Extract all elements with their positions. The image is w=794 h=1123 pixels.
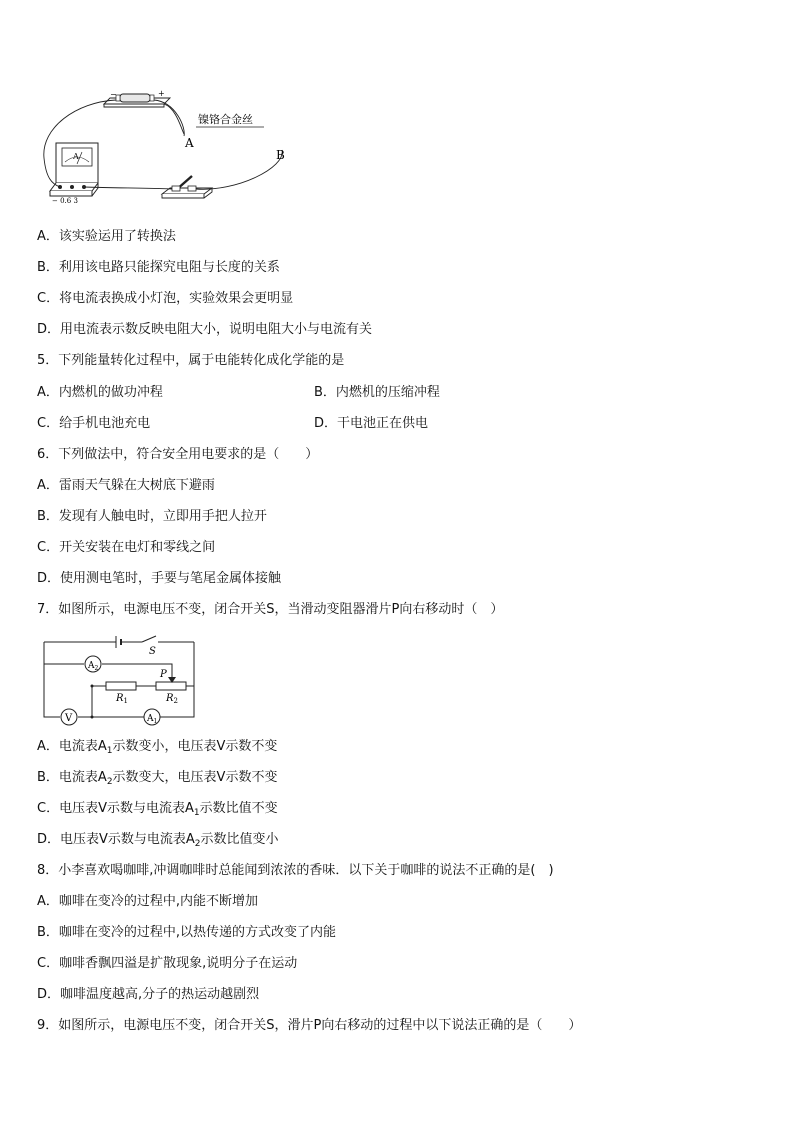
- q8-option-d: D．咖啡温度越高,分子的热运动越剧烈: [37, 987, 260, 1002]
- wire-switch-to-b: [196, 150, 282, 189]
- q4-option-d: D．用电流表示数反映电阻大小，说明电阻大小与电流有关: [37, 322, 373, 337]
- q6-option-b: B．发现有人触电时，立即用手把人拉开: [37, 509, 267, 524]
- knife-switch: [162, 176, 212, 198]
- r1-label: $R_1$: [116, 693, 128, 705]
- q7-option-a: A．电流表$A_1$示数变小，电压表V示数不变: [37, 739, 278, 756]
- q7-option-b: B．电流表$A_2$示数变大，电压表V示数不变: [37, 770, 278, 787]
- ammeter-symbol: A: [73, 152, 79, 161]
- battery-plus: +: [158, 89, 165, 98]
- q8-option-b: B．咖啡在变冷的过程中,以热传递的方式改变了内能: [37, 925, 337, 940]
- switch-label: S: [149, 646, 156, 657]
- q8-stem: 8．小李喜欢喝咖啡,冲调咖啡时总能闻到浓浓的香味．以下关于咖啡的说法不正确的是( ): [37, 863, 554, 878]
- q5-option-b: B．内燃机的压缩冲程: [314, 385, 440, 400]
- q4-option-a: A．该实验运用了转换法: [37, 229, 176, 244]
- q7-stem: 7．如图所示，电源电压不变，闭合开关S，当滑动变阻器滑片P向右移动时（ ）: [37, 602, 504, 617]
- slider-label: P: [160, 669, 167, 680]
- battery-minus: −: [110, 90, 117, 99]
- a1-symbol: $A_1$: [147, 714, 158, 725]
- ammeter: [50, 143, 98, 196]
- q8-option-c: C．咖啡香飘四溢是扩散现象,说明分子在运动: [37, 956, 298, 971]
- r2-label: $R_2$: [166, 693, 178, 705]
- nichrome-wire: [164, 104, 184, 134]
- q4-option-c: C．将电流表换成小灯泡，实验效果会更明显: [37, 291, 294, 306]
- q7-option-d: D．电压表V示数与电流表$A_2$示数比值变小: [37, 832, 279, 849]
- q9-stem: 9．如图所示，电源电压不变，闭合开关S，滑片P向右移动的过程中以下说法正确的是（ ）: [37, 1018, 582, 1033]
- q4-option-b: B．利用该电路只能探究电阻与长度的关系: [37, 260, 280, 275]
- q6-option-a: A．雷雨天气躲在大树底下避雨: [37, 478, 215, 493]
- figure-q7-circuit: [40, 630, 200, 726]
- q5-option-c: C．给手机电池充电: [37, 416, 151, 431]
- q8-option-a: A．咖啡在变冷的过程中,内能不断增加: [37, 894, 259, 909]
- point-a-label: A: [185, 136, 194, 150]
- voltmeter-symbol: V: [65, 713, 73, 724]
- point-b-label: B: [276, 148, 285, 162]
- q6-stem: 6．下列做法中，符合安全用电要求的是（ ）: [37, 447, 319, 462]
- q5-option-d: D．干电池正在供电: [314, 416, 429, 431]
- nichrome-label: 镍铬合金丝: [198, 113, 253, 126]
- figure-nichrome-experiment: [36, 88, 306, 213]
- a2-symbol: $A_2$: [88, 661, 99, 672]
- q6-option-d: D．使用测电笔时，手要与笔尾金属体接触: [37, 571, 282, 586]
- q5-option-a: A．内燃机的做功冲程: [37, 385, 163, 400]
- q7-option-c: C．电压表V示数与电流表$A_1$示数比值不变: [37, 801, 278, 818]
- ammeter-terminals: − 0.6 3: [52, 197, 78, 205]
- q5-stem: 5．下列能量转化过程中，属于电能转化成化学能的是: [37, 353, 345, 368]
- q6-option-c: C．开关安装在电灯和零线之间: [37, 540, 216, 555]
